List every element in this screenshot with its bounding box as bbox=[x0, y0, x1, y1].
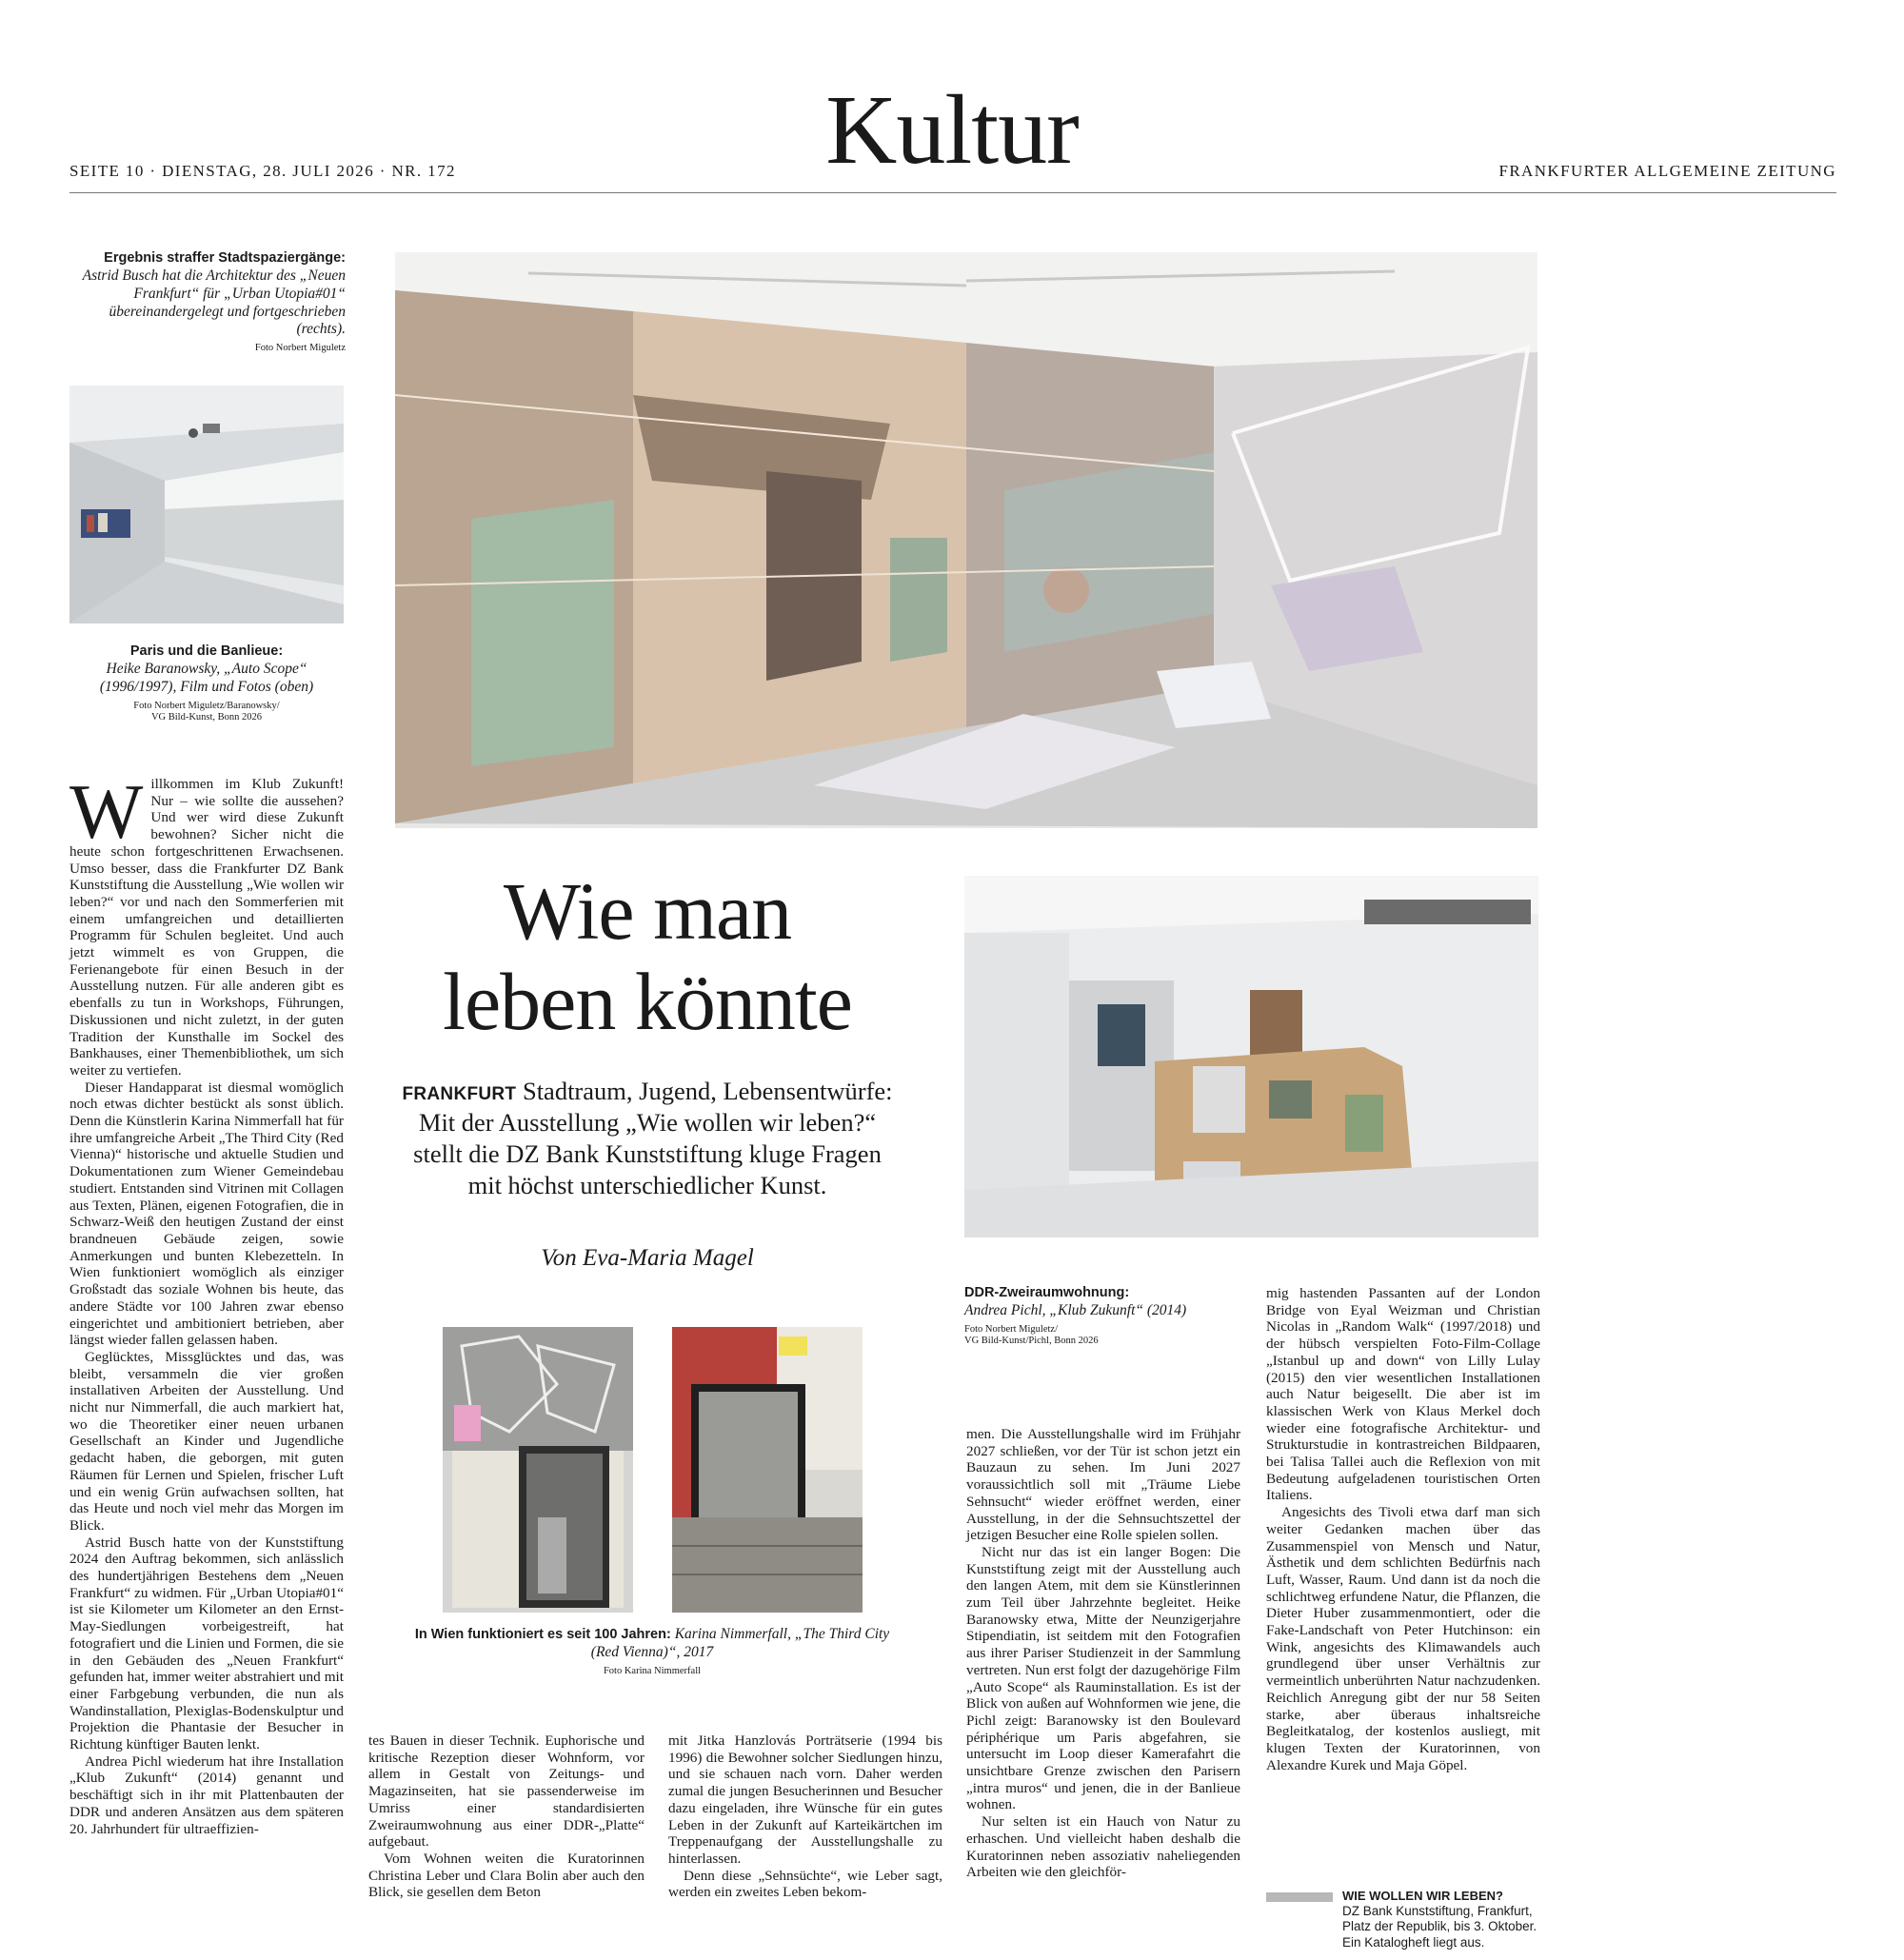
caption-text: Karina Nimmerfall, „The Third City (Red Vienna)“, 2017 bbox=[590, 1626, 890, 1660]
paragraph: tes Bauen in dieser Technik. Euphorische und kritische Rezeption dieser Wohnform, vor allem in Gestalt von Zeitungs- und Magazinseiten, hat sie passenderweise im Umriss einer standardisierten Zweiraumwohnung aus einer DDR-„Platte“ aufgebaut. bbox=[368, 1732, 645, 1851]
photo-baranowsky-installation bbox=[69, 386, 344, 624]
infobox-marker bbox=[1266, 1892, 1333, 1902]
paragraph: Nur selten ist ein Hauch von Natur zu erhaschen. Und vielleicht haben deshalb die Kuratorinnen neben assoziativ naheliegenden Arbeiten wie den gleichför- bbox=[966, 1813, 1240, 1881]
infobox-line: Platz der Republik, bis 3. Oktober. bbox=[1342, 1919, 1537, 1934]
article-headline bbox=[395, 866, 900, 1046]
paragraph: Nicht nur das ist ein langer Bogen: Die Kunststiftung zeigt mit der Ausstellung auch den langen Atem, mit dem sie Künstlerinnen zum Teil über Jahrzehnte begleitet. Heike Baranowsky etwa, Mitte der Neunzigerjahre Stipendiatin, ist seitdem mit den Fotografien aus ihrer Pariser Studienzeit in der Sammlung vertreten. Nun erst folgt der dazugehörige Film „Auto Scope“ als Rauminstallation. Es ist der Blick von außen auf Wohnformen wie jene, die Pichl zeigt: Baranowsky ist den Boulevard périphérique um Paris abgefahren, sie untersucht im Loop dieser Kamerafahrt die unsichtbare Grenze zwischen den Parisern „intra muros“ und jenen, die in der Banlieue wohnen. bbox=[966, 1543, 1240, 1813]
photo-credit-2: VG Bild-Kunst, Bonn 2026 bbox=[150, 712, 263, 723]
article-teaser bbox=[395, 1076, 900, 1200]
caption-heading: Paris und die Banlieue: bbox=[129, 643, 284, 659]
paragraph: Astrid Busch hatte von der Kunststiftung 2024 den Auftrag bekommen, sich anlässlich des hundertjährigen Bestehens dem „Neuen Frankfurt“ zu widmen. Für „Urban Utopia#01“ ist sie Kilometer um Kilometer an den Ernst-May-Siedlungen vorbeigestreift, hat fotografiert und die Linien und Formen, die sie in den Gebäuden des „Neuen Frankfurt“ gefunden hat, immer weiter abstrahiert und mit einer Farbgebung verbunden, die nun als Wandinstallation, Plexiglas-Bodenskulptur und Projektion die Phantasie der Besucher in Richtung künftiger Bauten lenkt. bbox=[69, 1534, 344, 1753]
infobox-line: Ein Katalogheft liegt aus. bbox=[1342, 1934, 1485, 1950]
caption-busch bbox=[69, 250, 346, 355]
article-column-3 bbox=[668, 1732, 942, 1901]
paragraph: Dieser Handapparat ist diesmal womöglich noch etwas dichter bestückt als sonst üblich. Denn die Künstlerin Karina Nimmerfall hat für ihre umfangreiche Arbeit „The Third City (Red Vienna)“ historische und aktuelle Studien und Dokumentationen zum Wiener Gemeindebau studiert. Entstanden sind Vitrinen mit Collagen aus Texten, Plänen, eigenen Fotografien, die in Schwarz-Weiß den heutigen Zustand der einst brandneuen Gebäude zeigen, sowie Anmerkungen und bunten Klebezetteln. In Wien funktioniert womöglich als einziger Großstadt das soziale Wohnen bis heute, das andere Städte vor 100 Jahren zwar ebenso eingerichtet und ambitioniert betrieben, aber längst wieder fallen gelassen haben. bbox=[69, 1079, 344, 1349]
byline: Von Eva-Maria Magel bbox=[541, 1245, 754, 1271]
headline-line-2: leben könnte bbox=[443, 955, 852, 1047]
article-column-4 bbox=[966, 1426, 1240, 1881]
caption-paris bbox=[69, 643, 344, 724]
paragraph: men. Die Ausstellungshalle wird im Frühjahr 2027 schließen, vor der Tür ist schon jetzt ein Bauzaun zu sehen. Im Juni 2027 voraussichtlich soll mit „Träume Liebe Sehnsucht“ wieder eröffnet werden, einer Ausstellung, in der die Sehnsuchtszettel der jetzigen Besucher eine Rolle spielen sollen. bbox=[966, 1426, 1240, 1544]
caption-heading: DDR-Zweiraumwohnung: bbox=[964, 1285, 1130, 1300]
caption-text: Heike Baranowsky, „Auto Scope“ (1996/1997), Film und Fotos (oben) bbox=[99, 660, 314, 695]
infobox-title: WIE WOLLEN WIR LEBEN? bbox=[1342, 1889, 1503, 1903]
paragraph: Denn diese „Sehnsüchte“, wie Leber sagt, werden ein zweites Leben bekom- bbox=[668, 1867, 942, 1901]
photo-credit: Foto Norbert Miguletz/Baranowsky/ bbox=[133, 700, 280, 711]
caption-text: Andrea Pichl, „Klub Zukunft“ (2014) bbox=[964, 1301, 1187, 1318]
infobox-line: DZ Bank Kunststiftung, Frankfurt, bbox=[1342, 1903, 1533, 1918]
paragraph: Willkommen im Klub Zukunft! Nur – wie sollte die aussehen? Und wer wird diese Zukunft bewohnen? Sicher nicht die heute schon fortgeschrittenen Erwachsenen. Umso besser, dass die Frankfurter DZ Bank Kunststiftung die Ausstellung „Wie wollen wir leben?“ vor und nach den Sommerferien mit einem umfangreichen und detaillierten Programm für Schulen begleitet. Und auch jetzt wimmelt es von Gruppen, die Ferienangebote für einen Besuch in der Ausstellung nutzen. Für alle anderen gibt es ebenfalls zu tun in Workshops, Führungen, Diskussionen und nicht zuletzt, in der guten Tradition der Kunsthalle im Sockel des Bankhauses, einer Themenbibliothek, um sich weiter zu vertiefen. bbox=[69, 768, 344, 1079]
photo-pichl-klub-zukunft bbox=[964, 876, 1538, 1237]
photo-credit-2: VG Bild-Kunst/Pichl, Bonn 2026 bbox=[964, 1336, 1099, 1347]
photo-nimmerfall-collage-1 bbox=[443, 1327, 633, 1613]
caption-text: Astrid Busch hat die Architektur des „Neuen Frankfurt“ für „Urban Utopia#01“ übereinandergelegt und fortgeschrieben (rechts). bbox=[82, 267, 346, 338]
paragraph: mig hastenden Passanten auf der London Bridge von Eyal Weizman und Christian Nicolas in „Random Walk“ (1997/2018) und der hübsch verspielten Foto-Film-Collage „Istanbul up and down“ von Lilly Lulay (2015) den vier wesentlichen Installationen auch Natur beigesellt. Die aber ist im klassischen Werk von Klaus Merkel doch wieder eine fotografische Architektur- und Strukturstudie in kontrastreichen Bildpaaren, bei Talisa Tallei auch die Reflexion von mit Bedeutung aufgeladenen touristischen Orten Italiens. bbox=[1266, 1285, 1540, 1504]
paragraph: Vom Wohnen weiten die Kuratorinnen Christina Leber und Clara Bolin aber auch den Blick, sie gesellen dem Beton bbox=[368, 1850, 645, 1901]
header-rule bbox=[69, 192, 1836, 193]
page-info: SEITE 10 · DIENSTAG, 28. JULI 2026 · NR. 172 bbox=[69, 162, 456, 180]
caption-ddr bbox=[964, 1285, 1250, 1348]
dateline: FRANKFURT bbox=[402, 1084, 517, 1104]
exhibition-infobox bbox=[1342, 1889, 1542, 1950]
teaser-text: Stadtraum, Jugend, Lebensentwürfe: Mit der Ausstellung „Wie wollen wir leben?“ stellt die DZ Bank Kunststiftung kluge Fragen mit höchst unterschiedlicher Kunst. bbox=[413, 1077, 893, 1199]
headline-line-1: Wie man bbox=[503, 865, 792, 957]
section-title: Kultur bbox=[825, 75, 1079, 185]
photo-credit: Foto Karina Nimmerfall bbox=[603, 1665, 702, 1676]
caption-wien bbox=[409, 1626, 895, 1678]
paragraph: Geglücktes, Missglücktes und das, was bleibt, versammeln die vier großen installativen Arbeiten der Ausstellung. Und nicht nur Nimmerfall, die auch markiert hat, wo die Theoretiker einer neuen urbanen Gesellschaft an Kinder und Jugendliche gedacht haben, die geborgen, mit guten Räumen für Lernen und Spielen, frischer Luft und ein wenig Grün aufwachsen sollten, hat das Heute und noch viel mehr das Morgen im Blick. bbox=[69, 1348, 344, 1534]
article-column-2 bbox=[368, 1732, 645, 1901]
photo-credit: Foto Norbert Miguletz/ bbox=[964, 1323, 1058, 1335]
photo-nimmerfall-collage-2 bbox=[672, 1327, 863, 1613]
newspaper-name: FRANKFURTER ALLGEMEINE ZEITUNG bbox=[1498, 162, 1836, 180]
drop-cap: W bbox=[69, 768, 144, 855]
article-column-1 bbox=[69, 768, 344, 1837]
caption-heading: Ergebnis straffer Stadtspaziergänge: bbox=[104, 250, 346, 266]
paragraph: Angesichts des Tivoli etwa darf man sich weiter Gedanken machen über das Zusammenspiel von Mensch und Natur, Ästhetik und dem schlichten Bedürfnis nach Luft, Wasser, Raum. Und dann ist da noch die schlichtweg erfundene Natur, die Pflanzen, die Dieter Huber zusammenmontiert, oder die Fake-Landschaft von Peter Hutchinson: ein Wink, angesichts des Klimawandels auch grundlegend über unser Verhältnis zur vermeintlich unberührten Natur nachzudenken. Reichlich Anregung gibt der nur 58 Seiten starke, aber überaus inhaltsreiche Begleitkatalog, der kostenlos ausliegt, mit klugen Texten der Kuratorinnen, von Alexandre Kurek und Maja Göpel. bbox=[1266, 1504, 1540, 1773]
photo-busch-urban-utopia bbox=[395, 252, 1537, 828]
paragraph: mit Jitka Hanzlovás Porträtserie (1994 bis 1996) die Bewohner solcher Siedlungen hinzu, und sie schauen nach vorn. Daher werden zumal die jungen Besucherinnen und Besucher dazu eingeladen, ihre Wünsche für ein gutes Leben in der Zukunft auf Karteikärtchen im Treppenaufgang der Ausstellungshalle zu hinterlassen. bbox=[668, 1732, 942, 1867]
article-column-5 bbox=[1266, 1285, 1540, 1773]
paragraph: Andrea Pichl wiederum hat ihre Installation „Klub Zukunft“ (2014) genannt und beschäftigt sich in ihr mit Plattenbauten der DDR und anderen Ansätzen aus dem späteren 20. Jahrhundert für ultraeffizien- bbox=[69, 1752, 344, 1837]
caption-heading: In Wien funktioniert es seit 100 Jahren: bbox=[414, 1627, 671, 1642]
photo-credit: Foto Norbert Miguletz bbox=[254, 343, 346, 354]
